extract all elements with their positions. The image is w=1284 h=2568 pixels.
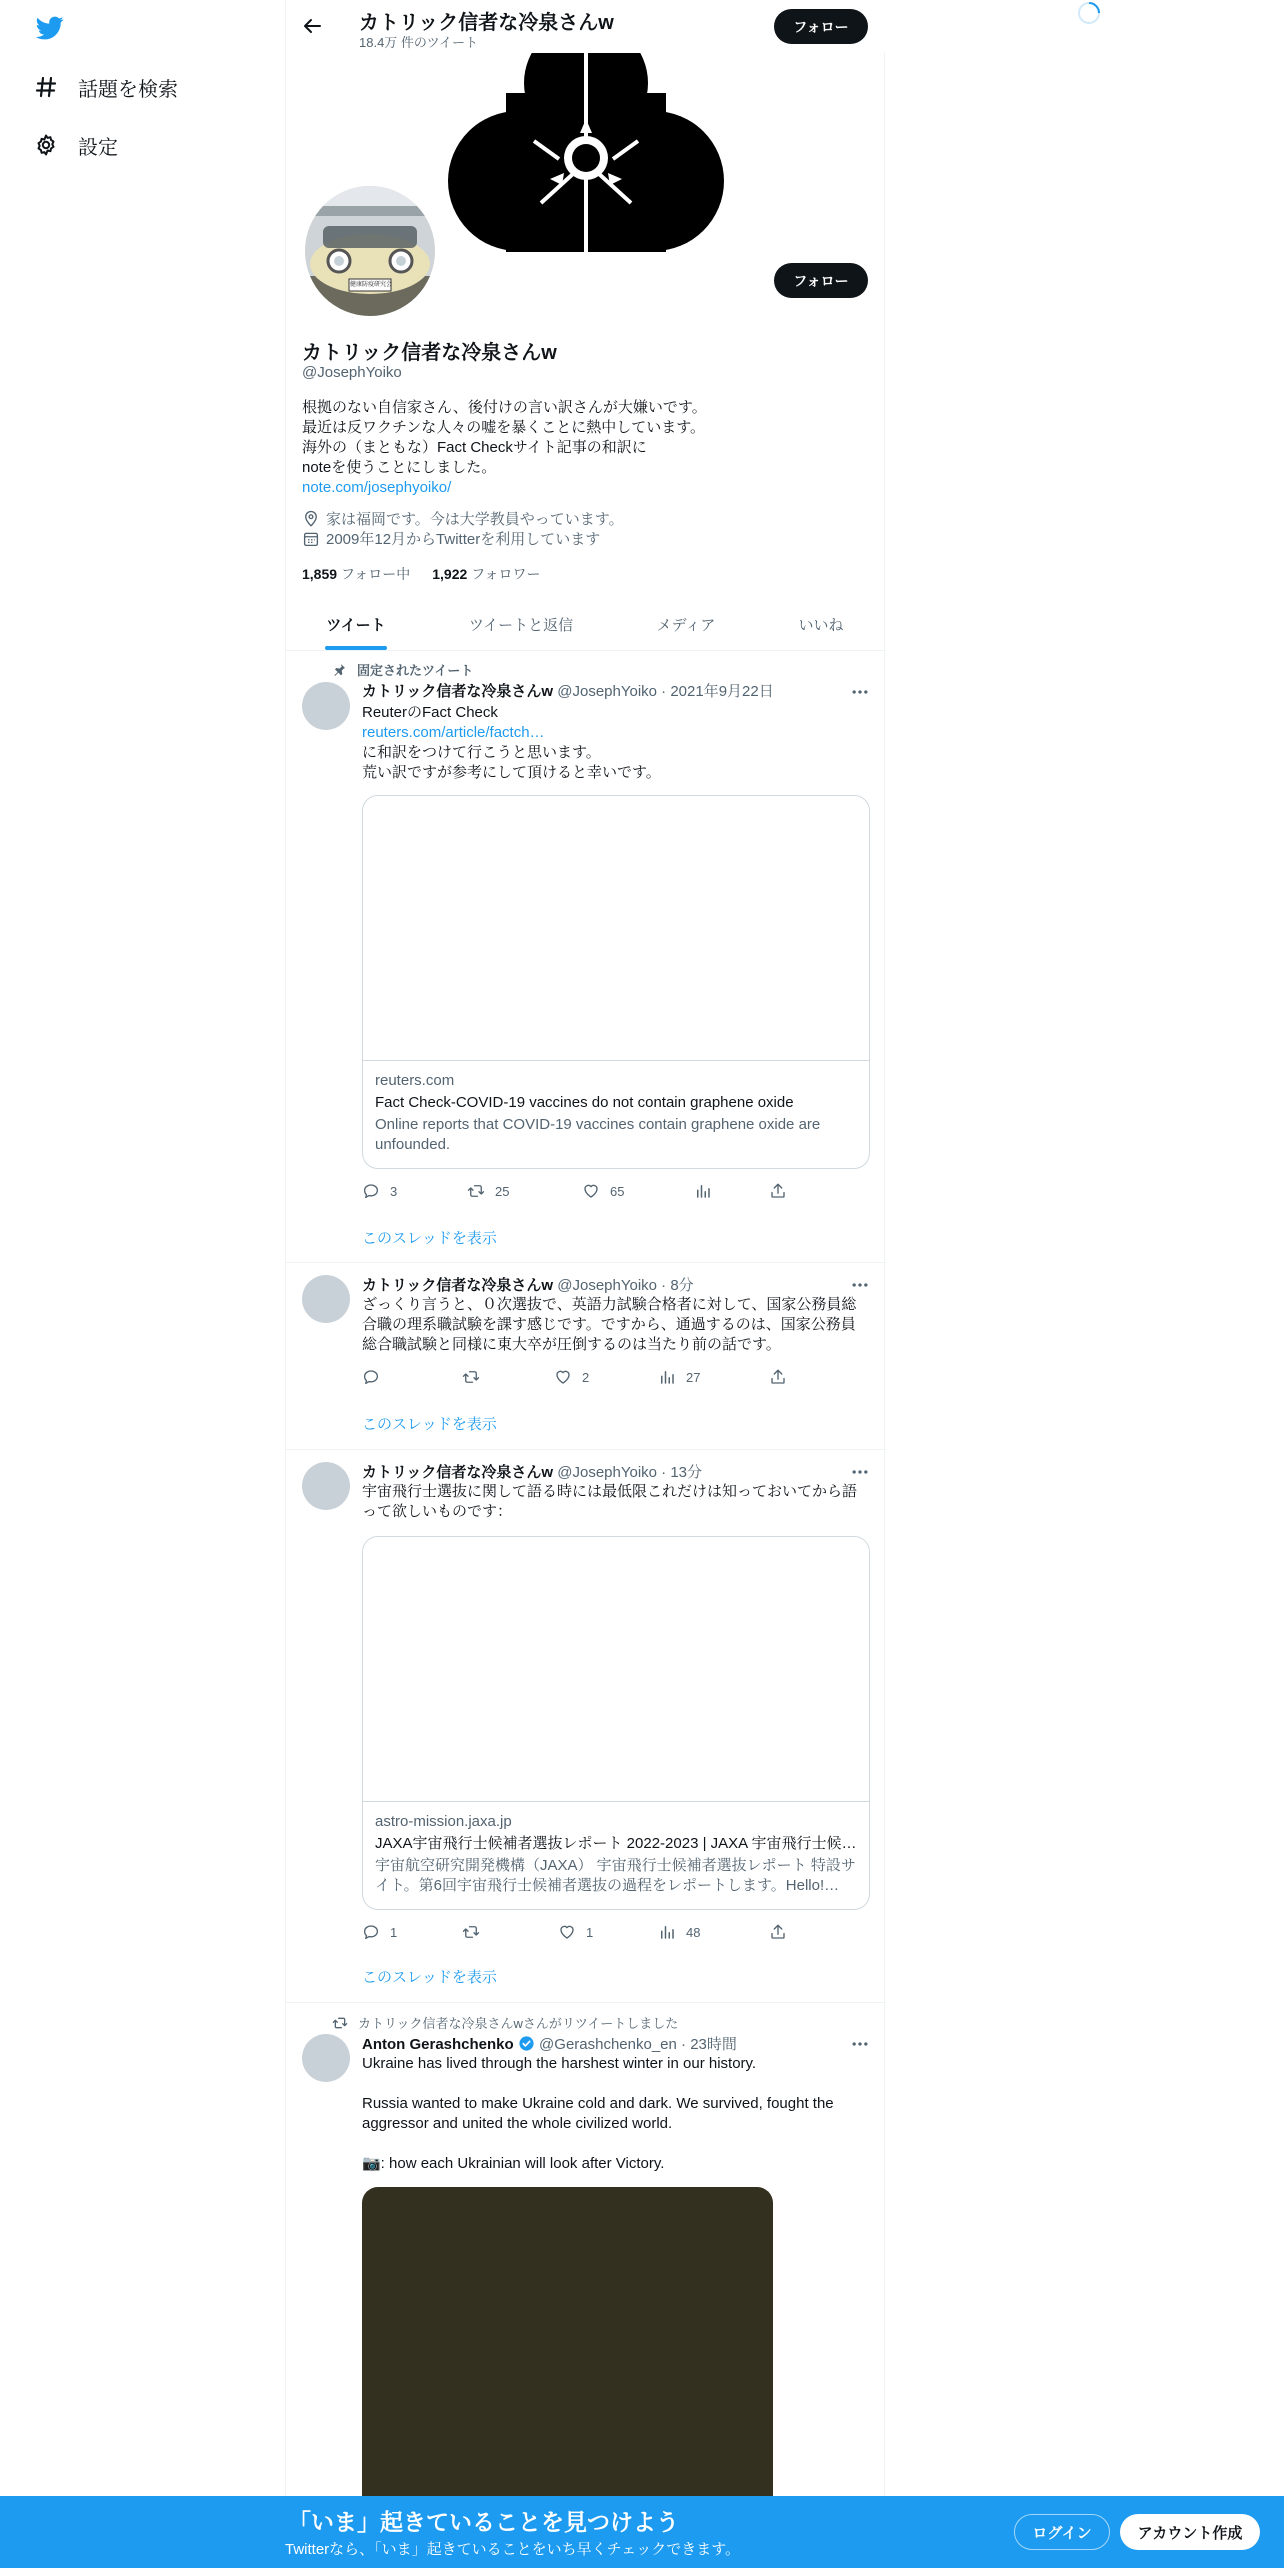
hashtag-icon xyxy=(34,75,58,99)
retweet-icon xyxy=(462,1368,480,1386)
tweet-line: ReuterのFact Check xyxy=(362,704,498,721)
tweet-avatar[interactable] xyxy=(302,682,350,730)
tweet-line: 総合職試験と同様に東大卒が圧倒するのは当たり前の話です。 xyxy=(362,1336,781,1353)
tweet-author[interactable]: Anton Gerashchenko xyxy=(362,2036,514,2053)
avatar-plate-text: 健康防疫研究会 xyxy=(349,282,392,288)
location-text: 家は福岡です。今は大学教員やっています。 xyxy=(326,511,624,528)
share-icon xyxy=(769,1182,787,1200)
tweet-time[interactable]: 13分 xyxy=(670,1464,703,1481)
header-follow-button[interactable]: フォロー xyxy=(774,9,868,44)
tweet-header: Anton Gerashchenko @Gerashchenko_en · 23時間 xyxy=(362,2036,737,2053)
more-options-icon[interactable] xyxy=(850,1275,870,1295)
tweet-header: カトリック信者な冷泉さんw @JosephYoiko · 13分 xyxy=(362,1464,703,1481)
verified-badge-icon xyxy=(518,2035,535,2052)
bio-line: 海外の（まともな）Fact Checkサイト記事の和訳に xyxy=(302,439,647,456)
like-button[interactable] xyxy=(558,1923,593,1941)
card-body xyxy=(363,1802,869,1906)
reply-icon xyxy=(362,1923,380,1941)
view-count: 48 xyxy=(686,1924,701,1940)
retweet-icon xyxy=(332,2015,348,2031)
heart-icon xyxy=(558,1923,576,1941)
left-navigation xyxy=(0,0,285,2568)
tweet-avatar[interactable] xyxy=(302,1462,350,1510)
tweet-header: カトリック信者な冷泉さんw @JosephYoiko · 8分 xyxy=(362,1277,694,1294)
back-arrow-icon[interactable] xyxy=(300,14,324,38)
bio-line: 根拠のない自信家さん、後付けの言い訳さんが大嫌いです。 xyxy=(302,399,707,416)
views-button[interactable] xyxy=(694,1182,722,1200)
more-options-icon[interactable] xyxy=(850,682,870,702)
profile-timeline-column xyxy=(285,0,885,2568)
tweet-handle[interactable]: @JosephYoiko xyxy=(557,683,657,700)
show-thread-link[interactable]: このスレッドを表示 xyxy=(362,1969,497,1986)
joined-text: 2009年12月からTwitterを利用しています xyxy=(326,531,601,548)
tweet-text xyxy=(362,703,872,783)
following-count: 1,859 xyxy=(302,566,338,582)
tweet-blank-line xyxy=(362,2074,862,2094)
share-button[interactable] xyxy=(769,1182,787,1200)
follow-button[interactable]: フォロー xyxy=(774,263,868,298)
tweet-actions xyxy=(362,1368,802,1388)
card-description: Online reports that COVID-19 vaccines contain graphene oxide are unfounded. xyxy=(375,1116,821,1153)
tweet-time[interactable]: 23時間 xyxy=(690,2036,737,2053)
bio-line: 最近は反ワクチンな人々の嘘を暴くことに熱中しています。 xyxy=(302,419,706,436)
retweet-icon xyxy=(467,1182,485,1200)
views-button[interactable] xyxy=(658,1368,700,1386)
tweet-text xyxy=(362,1482,872,1522)
tweet-retweeted[interactable] xyxy=(286,2003,886,2568)
link-card[interactable] xyxy=(362,795,870,1169)
tweet-line: 荒い訳ですが参考にして頂けると幸いです。 xyxy=(362,764,661,781)
followers-stat[interactable] xyxy=(432,564,540,584)
tab-likes[interactable]: いいね xyxy=(798,617,844,634)
more-options-icon[interactable] xyxy=(850,2034,870,2054)
card-domain: reuters.com xyxy=(375,1072,455,1089)
share-icon xyxy=(769,1368,787,1386)
like-count: 2 xyxy=(582,1369,590,1385)
profile-handle: @JosephYoiko xyxy=(302,364,402,381)
retweet-count: 25 xyxy=(495,1183,510,1199)
tweet-line: に和訳をつけて行こうと思います。 xyxy=(362,744,601,761)
retweet-context xyxy=(332,2013,678,2032)
login-button[interactable]: ログイン xyxy=(1014,2514,1110,2550)
nav-item-settings[interactable] xyxy=(34,125,118,165)
tweet-time[interactable]: 8分 xyxy=(670,1277,694,1294)
profile-avatar[interactable] xyxy=(301,182,439,320)
location-pin-icon xyxy=(302,510,320,528)
profile-tabs xyxy=(286,598,886,651)
tweet-line: 合職の理系職試験を課す感じです。ですから、通過するのは、国家公務員 xyxy=(362,1316,856,1333)
profile-name: カトリック信者な冷泉さんw xyxy=(302,342,557,364)
followers-label: フォロワー xyxy=(471,566,541,582)
reply-count: 1 xyxy=(390,1924,398,1940)
tweet-header: カトリック信者な冷泉さんw @JosephYoiko · 2021年9月22日 xyxy=(362,683,774,700)
bottom-bar-title: 「いま」起きていることを見つけよう xyxy=(288,2509,679,2535)
profile-bio xyxy=(302,398,707,498)
tweet-author[interactable]: カトリック信者な冷泉さんw xyxy=(362,1277,554,1294)
pin-icon xyxy=(331,662,347,678)
profile-link[interactable]: note.com/josephyoiko/ xyxy=(302,479,452,496)
following-label: フォロー中 xyxy=(340,566,411,582)
tweet-line: って欲しいものです： xyxy=(362,1503,513,1520)
link-card[interactable] xyxy=(362,1536,870,1910)
tab-media[interactable]: メディア xyxy=(656,617,716,634)
tweet-line: 宇宙飛行士選抜に関して語る時には最低限これだけは知っておいてから語 xyxy=(362,1483,858,1500)
pinned-label: 固定されたツイート xyxy=(357,663,474,678)
reply-count: 3 xyxy=(390,1183,398,1199)
following-stat[interactable] xyxy=(302,564,410,584)
share-button[interactable] xyxy=(769,1368,787,1386)
tweet-handle[interactable]: @JosephYoiko xyxy=(557,1464,657,1481)
tweet-avatar[interactable] xyxy=(302,1275,350,1323)
reply-icon xyxy=(362,1368,380,1386)
tab-tweets-and-replies[interactable]: ツイートと返信 xyxy=(468,617,574,634)
bio-line: noteを使うことにしました。 xyxy=(302,459,497,476)
retweet-icon xyxy=(462,1923,480,1941)
pinned-context xyxy=(331,660,473,679)
views-button[interactable] xyxy=(658,1923,700,1941)
analytics-icon xyxy=(658,1923,676,1941)
login-prompt-bar xyxy=(0,2496,1284,2568)
retweet-button[interactable] xyxy=(462,1368,490,1386)
retweet-button[interactable] xyxy=(462,1923,490,1941)
tweet-time[interactable]: 2021年9月22日 xyxy=(670,683,774,700)
calendar-icon xyxy=(302,530,320,548)
profile-joined xyxy=(302,528,600,549)
tweet-link[interactable]: reuters.com/article/factch… xyxy=(362,724,545,741)
reply-button[interactable] xyxy=(362,1923,397,1941)
header-profile-name: カトリック信者な冷泉さんw xyxy=(359,12,614,34)
like-button[interactable] xyxy=(582,1182,624,1200)
twitter-logo-icon[interactable] xyxy=(34,14,66,42)
tweet-line: Ukraine has lived through the harshest winter in our history. xyxy=(362,2055,757,2072)
card-domain: astro-mission.jaxa.jp xyxy=(375,1813,512,1830)
reply-icon xyxy=(362,1182,380,1200)
followers-count: 1,922 xyxy=(432,566,468,582)
tweet-line: Russia wanted to make Ukraine cold and dark. We survived, fought the xyxy=(362,2095,834,2112)
card-body xyxy=(363,1061,869,1165)
like-count: 1 xyxy=(586,1924,594,1940)
family-crest-image xyxy=(446,53,726,252)
card-image xyxy=(363,796,869,1061)
share-icon xyxy=(769,1923,787,1941)
card-title: JAXA宇宙飛行士候補者選抜レポート 2022-2023 | JAXA 宇宙飛行士候… xyxy=(375,1835,857,1852)
analytics-icon xyxy=(658,1368,676,1386)
tweet-text xyxy=(362,1295,872,1355)
nav-item-explore[interactable] xyxy=(34,67,178,107)
tab-tweets[interactable]: ツイート xyxy=(326,617,386,634)
show-thread-link[interactable]: このスレッドを表示 xyxy=(362,1416,497,1433)
retweet-button[interactable] xyxy=(467,1182,509,1200)
tweet-avatar[interactable] xyxy=(302,2034,350,2082)
like-count: 65 xyxy=(610,1183,625,1199)
show-thread-link[interactable]: このスレッドを表示 xyxy=(362,1230,497,1247)
tweet-author[interactable]: カトリック信者な冷泉さんw xyxy=(362,1464,554,1481)
profile-location xyxy=(302,508,624,529)
header-tweet-count: 18.4万 件のツイート xyxy=(359,35,479,50)
card-description: 宇宙航空研究開発機構（JAXA） 宇宙飛行士候補者選抜レポート 特設サイト。第6回宇宙飛行士候補者選抜の過程をレポートします。Hello!… xyxy=(375,1857,856,1894)
tweet-text xyxy=(362,2054,862,2174)
tweet[interactable] xyxy=(286,1450,886,2003)
tweet-actions xyxy=(362,1923,802,1943)
profile-header-bar xyxy=(286,0,886,53)
tweet-line: ざっくり言うと、０次選抜で、英語力試験合格者に対して、国家公務員総 xyxy=(362,1296,857,1313)
card-image xyxy=(363,1537,869,1802)
nav-item-label: 設定 xyxy=(78,136,118,159)
tweet-author[interactable]: カトリック信者な冷泉さんw xyxy=(362,683,554,700)
car-photo-image xyxy=(305,186,435,316)
tweet[interactable] xyxy=(286,1263,886,1450)
card-title: Fact Check-COVID-19 vaccines do not contain graphene oxide xyxy=(375,1094,794,1111)
bottom-bar-subtitle: Twitterなら、「いま」起きていることをいち早くチェックできます。 xyxy=(285,2541,741,2558)
analytics-icon xyxy=(694,1182,712,1200)
tweet-line: aggressor and united the whole civilized world. xyxy=(362,2115,673,2132)
reply-button[interactable] xyxy=(362,1182,397,1200)
like-button[interactable] xyxy=(554,1368,589,1386)
tweet-actions xyxy=(362,1182,802,1202)
view-count: 27 xyxy=(686,1369,701,1385)
profile-stats xyxy=(302,564,541,584)
reply-button[interactable] xyxy=(362,1368,390,1386)
tweet-line: 📷: how each Ukrainian will look after Victory. xyxy=(362,2155,665,2172)
tweet-pinned[interactable] xyxy=(286,652,886,1263)
nav-item-label: 話題を検索 xyxy=(78,78,178,101)
profile-banner[interactable] xyxy=(446,53,726,252)
share-button[interactable] xyxy=(769,1923,787,1941)
tweet-handle[interactable]: @JosephYoiko xyxy=(557,1277,657,1294)
more-options-icon[interactable] xyxy=(850,1462,870,1482)
retweet-context-label[interactable]: カトリック信者な冷泉さんwさんがリツイートしました xyxy=(358,2016,679,2031)
active-tab-indicator xyxy=(325,646,387,650)
heart-icon xyxy=(554,1368,572,1386)
loading-spinner-icon xyxy=(1077,1,1101,25)
tweet-handle[interactable]: @Gerashchenko_en xyxy=(539,2036,677,2053)
gear-icon xyxy=(34,133,58,157)
signup-button[interactable]: アカウント作成 xyxy=(1120,2514,1260,2550)
tweet-blank-line xyxy=(362,2134,862,2154)
heart-icon xyxy=(582,1182,600,1200)
